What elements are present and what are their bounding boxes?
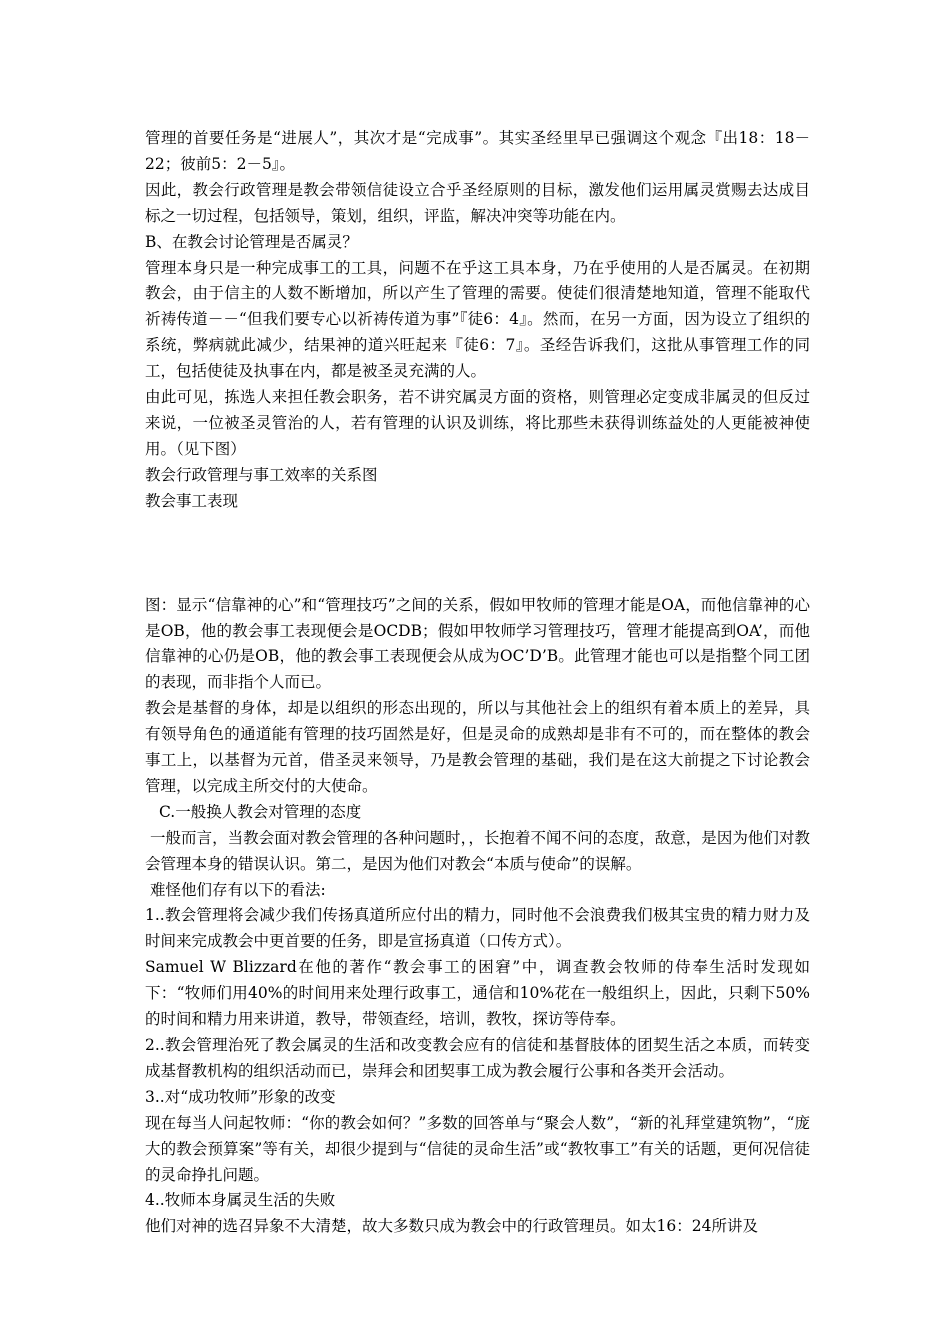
paragraph-church-body: 教会是基督的身体，却是以组织的形态出现的，所以与其他社会上的组织有着本质上的差异，具有领导角色的通道能有管理的技巧固然是好，但是灵命的成熟却是非有不可的，而在整体的教会事工上，以基督为元首，借圣灵来领导，乃是教会管理的基础，我们是在这大前提之下讨论教会管理，以完成主所交付的大使命。 — [145, 699, 810, 795]
list-item-1: 1..教会管理将会减少我们传扬真道所应付出的精力，同时他不会浪费我们极其宝贵的精力财力及时间来完成教会中更首要的任务，即是宣扬真道（口传方式）。 — [145, 906, 810, 951]
figure-caption: 图：显示“信靠神的心”和“管理技巧”之间的关系，假如甲牧师的管理才能是OA，而他信靠神的心是OB，他的教会事工表现便会是OCDB；假如甲牧师学习管理技巧，管理才能提高到OA’，而他信靠神的心仍是OB，他的教会事工表现便会从成为OC’D’B。此管理才能也可以是指整个同工团的表现，而非指个人而已。 — [145, 595, 810, 692]
list-item-4: 4..牧师本身属灵生活的失败 — [145, 1191, 336, 1210]
figure-title: 教会行政管理与事工效率的关系图 — [145, 465, 378, 484]
paragraph-views-intro: 难怪他们存有以下的看法: — [150, 880, 326, 899]
paragraph-attitude: 一般而言，当教会面对教会管理的各种问题时，，长抱着不闻不问的态度，敌意，是因为他们对教会管理本身的错误认识。第二，是因为他们对教会“本质与使命”的误解。 — [145, 828, 810, 873]
paragraph-conclusion: 由此可见，拣选人来担任教会职务，若不讲究属灵方面的资格，则管理必定变成非属灵的但反过来说，一位被圣灵管治的人，若有管理的认识及训练，将比那些未获得训练益处的人更能被神使用。（见下图） — [145, 388, 810, 458]
section-heading-b: B、在教会讨论管理是否属灵？ — [145, 232, 358, 251]
paragraph-management-tool: 管理本身只是一种完成事工的工具，问题不在乎这工具本身，乃在乎使用的人是否属灵。在初期教会，由于信主的人数不断增加，所以产生了管理的需要。使徒们很清楚地知道，管理不能取代祈祷传道－－“但我们要专心以祈祷传道为事”『徒6：4』。然而，在另一方面，因为设立了组织的系统，弊病就此减少，结果神的道兴旺起来『徒6：7』。圣经告诉我们，这批从事管理工作的同工，包括使徒及执事在内，都是被圣灵充满的人。 — [145, 258, 810, 381]
section-heading-c: C.一般换人教会对管理的态度 — [159, 802, 362, 821]
list-item-2: 2..教会管理治死了教会属灵的生活和改变教会应有的信徒和基督肢体的团契生活之本质，而转变成基督教机构的组织活动而已，崇拜会和团契事工成为教会履行公事和各类开会活动。 — [145, 1036, 810, 1080]
paragraph-pastor-question: 现在每当人问起牧师：“你的教会如何？”多数的回答单与“聚会人数”，“新的礼拜堂建筑物”，“庞大的教会预算案”等有关，却很少提到与“信徒的灵命生活”或“教牧事工”有关的话题，更何况信徒的灵命挣扎问题。 — [145, 1113, 810, 1184]
figure-placeholder — [145, 515, 810, 593]
paragraph-intro: 管理的首要任务是“进展人”，其次才是“完成事”。其实圣经里早已强调这个观念『出18：18－22；彼前5：2－5』。 — [145, 129, 810, 173]
paragraph-blizzard: Samuel W Blizzard在他的著作“教会事工的困窘”中，调查教会牧师的侍奉生活时发现如下：“牧师们用40%的时间用来处理行政事工，通信和10%花在一般组织上，因此，只剩下50%的时间和精力用来讲道，教导，带领查经，培训，教牧，探访等侍奉。 — [145, 958, 810, 1029]
figure-axis-label: 教会事工表现 — [145, 491, 239, 510]
paragraph-calling: 他们对神的选召异象不大清楚，故大多数只成为教会中的行政管理员。如太16：24所讲及 — [145, 1217, 758, 1236]
paragraph-definition: 因此，教会行政管理是教会带领信徒设立合乎圣经原则的目标，激发他们运用属灵赏赐去达成目标之一切过程，包括领导，策划，组织，评监，解决冲突等功能在内。 — [145, 180, 810, 225]
list-item-3: 3..对“成功牧师”形象的改变 — [145, 1087, 336, 1106]
document-body — [145, 126, 810, 1240]
